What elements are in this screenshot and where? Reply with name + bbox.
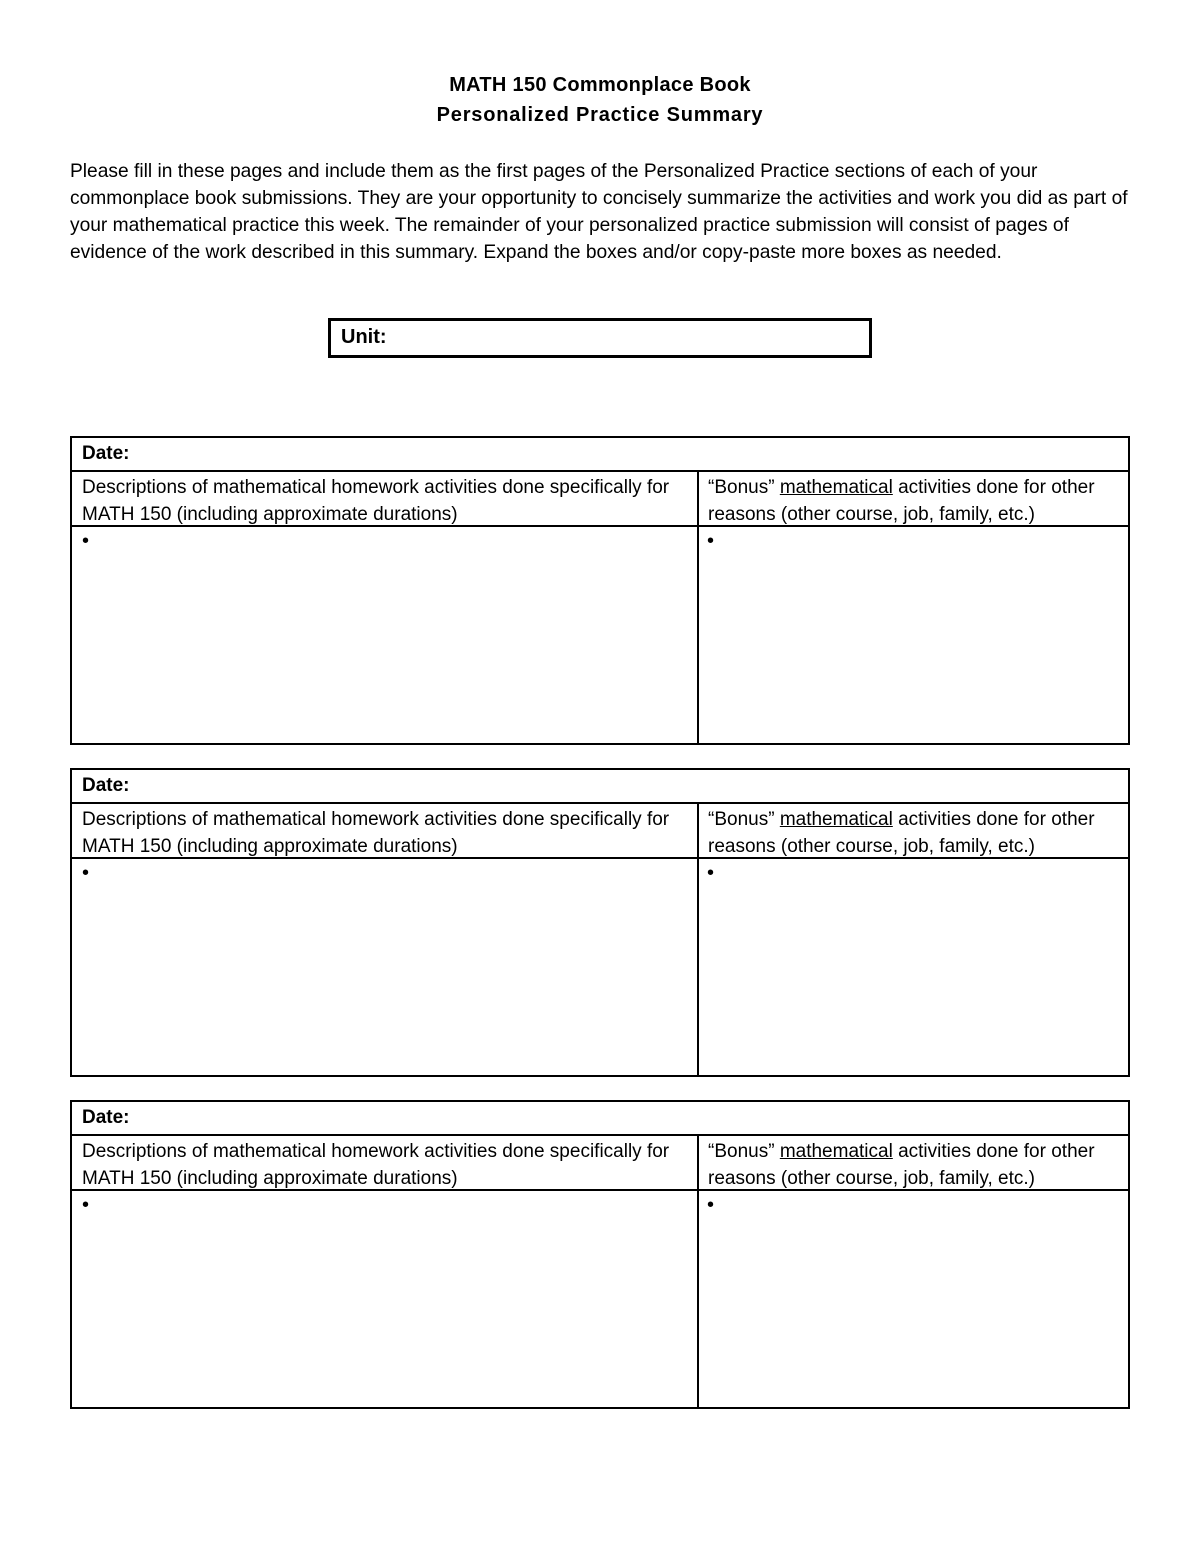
header-row <box>72 1136 1128 1191</box>
math150-activities-header: Descriptions of mathematical homework activities done specifically for MATH 150 (including approximate durations) <box>82 809 670 857</box>
document-title: MATH 150 Commonplace Book <box>449 74 751 96</box>
bonus-header-underlined: mathematical <box>779 477 893 498</box>
bonus-header-underlined: mathematical <box>779 809 893 830</box>
weekly-summary-table <box>70 436 1130 745</box>
bonus-activities-bullet[interactable]: • <box>707 530 715 552</box>
date-label: Date: <box>82 1107 130 1128</box>
column-divider <box>697 1136 699 1407</box>
header-row <box>72 472 1128 527</box>
unit-label: Unit: <box>341 326 387 348</box>
bonus-activities-bullet[interactable]: • <box>707 1194 715 1216</box>
bonus-header-prefix: “Bonus” <box>708 809 780 830</box>
bonus-activities-bullet[interactable]: • <box>707 862 715 884</box>
unit-field[interactable] <box>328 318 872 358</box>
math150-activities-bullet[interactable]: • <box>82 530 90 552</box>
bonus-activities-header <box>708 1138 1128 1192</box>
intro-paragraph: Please fill in these pages and include them as the first pages of the Personalized Practice sections of each of your commonplace book submissions. They are your opportunity to concisely summarize the activities and work you did as part of your mathematical practice this week. The remainder of your personalized practice submission will consist of pages of evidence of the work described in this summary. Expand the boxes and/or copy-paste more boxes as needed. <box>70 161 1128 263</box>
date-label: Date: <box>82 443 130 464</box>
date-label: Date: <box>82 775 130 796</box>
bonus-header-suffix: activities done for other reasons (other course, job, family, etc.) <box>708 477 1095 525</box>
math150-activities-bullet[interactable]: • <box>82 862 90 884</box>
bonus-activities-header <box>708 474 1128 528</box>
date-row[interactable] <box>72 1102 1128 1136</box>
header-row <box>72 804 1128 859</box>
column-divider <box>697 472 699 743</box>
bonus-header-underlined: mathematical <box>779 1141 893 1162</box>
bonus-header-prefix: “Bonus” <box>708 1141 780 1162</box>
weekly-summary-table <box>70 768 1130 1077</box>
column-divider <box>697 804 699 1075</box>
math150-activities-header: Descriptions of mathematical homework activities done specifically for MATH 150 (including approximate durations) <box>82 477 670 525</box>
weekly-summary-table <box>70 1100 1130 1409</box>
bonus-header-prefix: “Bonus” <box>708 477 780 498</box>
math150-activities-bullet[interactable]: • <box>82 1194 90 1216</box>
document-subtitle: Personalized Practice Summary <box>436 104 764 126</box>
math150-activities-header: Descriptions of mathematical homework activities done specifically for MATH 150 (including approximate durations) <box>82 1141 670 1189</box>
bonus-activities-header <box>708 806 1128 860</box>
bonus-header-suffix: activities done for other reasons (other course, job, family, etc.) <box>708 1141 1095 1189</box>
date-row[interactable] <box>72 438 1128 472</box>
date-row[interactable] <box>72 770 1128 804</box>
bonus-header-suffix: activities done for other reasons (other course, job, family, etc.) <box>708 809 1095 857</box>
